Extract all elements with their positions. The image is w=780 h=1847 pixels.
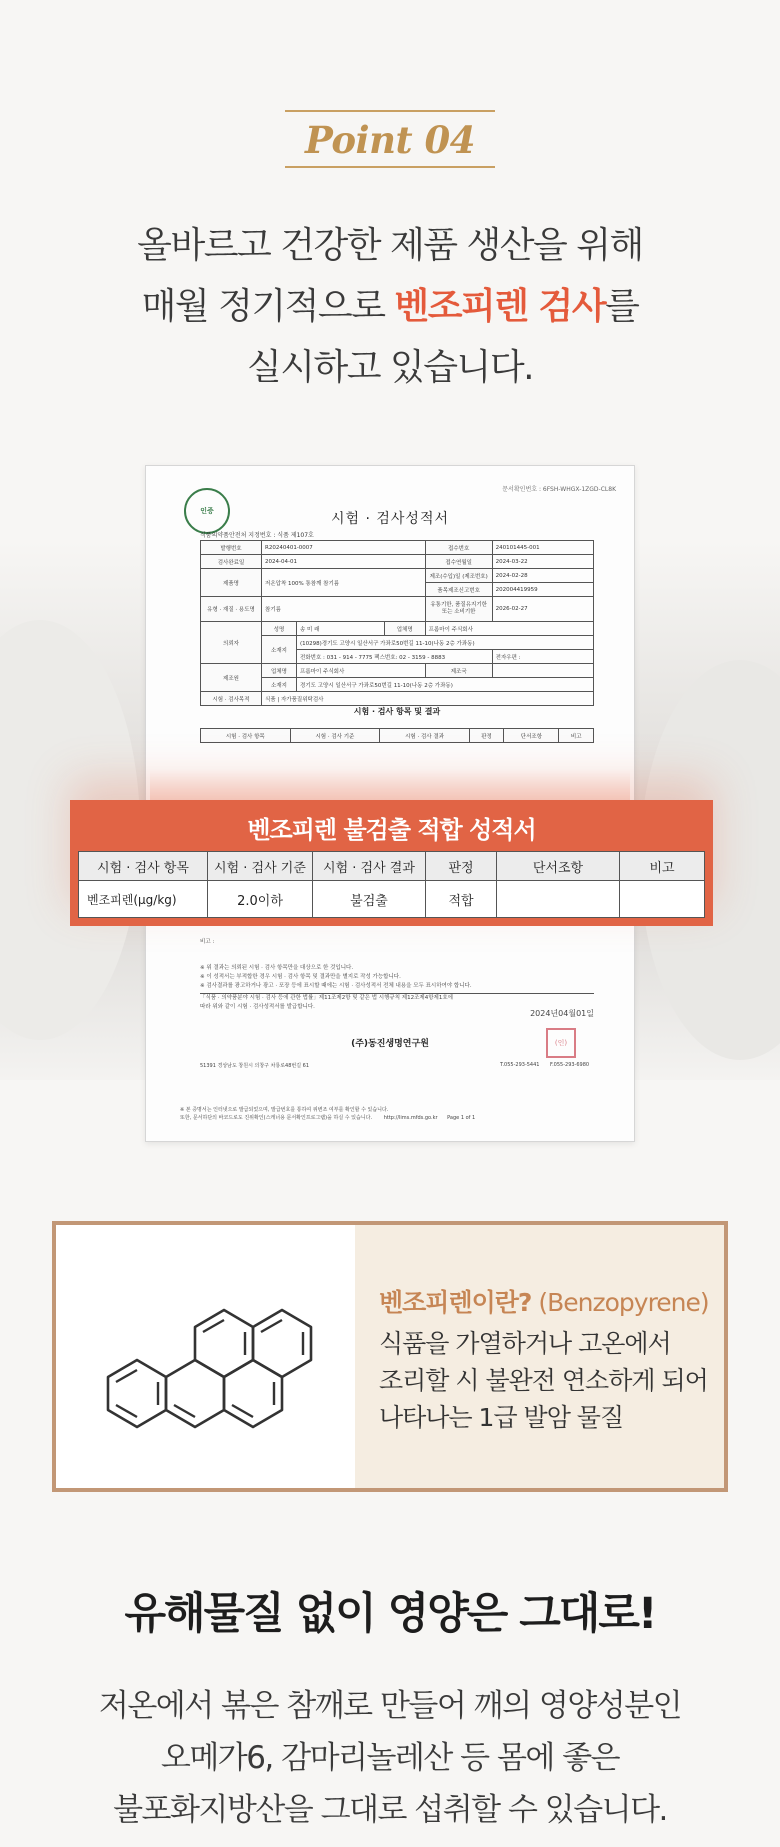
certificate-footer [180, 1106, 600, 1122]
cell: 경기도 고양시 일산서구 가좌로50번길 11-10(나동 2층 가좌동) [297, 678, 594, 692]
note-line: 따라 위와 같이 시험 · 검사성적서를 발급합니다. [200, 1004, 315, 1010]
intro-highlight: 벤조피렌 검사 [394, 286, 606, 327]
cell: 식품 | 자가품질위탁검사 [262, 692, 594, 706]
cell: 유통기한, 품질유지기한 또는 소비기한 [425, 597, 492, 622]
intro-line-2 [0, 276, 780, 337]
point-badge [0, 110, 780, 168]
benzopyrene-info-box [52, 1221, 728, 1492]
cell: 2024-03-22 [492, 555, 593, 569]
cell: 접수번호 [425, 541, 492, 555]
table-header-row [79, 852, 705, 881]
cell: 의뢰자 [201, 622, 262, 664]
closing-line: 불포화지방산을 그대로 섭취할 수 있습니다. [113, 1792, 667, 1828]
page-number: Page 1 of 1 [447, 1115, 476, 1121]
issue-date: 2024년04월01일 [530, 1009, 594, 1018]
cell [492, 664, 593, 678]
column-header: 시험 · 검사 기준 [208, 852, 313, 881]
cell: 제조국 [425, 664, 492, 678]
issuer-name: (주)동진생명연구원 [351, 1039, 429, 1049]
intro-line-3: 실시하고 있습니다. [246, 347, 534, 388]
info-line: 조리할 시 불완전 연소하게 되어 [379, 1366, 708, 1395]
cell: 소재지 [262, 636, 297, 664]
test-item: 벤조피렌(μg/kg) [79, 881, 208, 918]
remark-label: 비고 : [200, 939, 215, 945]
cell: 비고 [559, 729, 594, 743]
column-header: 판정 [426, 852, 497, 881]
info-title [379, 1283, 709, 1319]
cell: 2024-04-01 [262, 555, 426, 569]
test-result: 불검출 [313, 881, 426, 918]
benzopyrene-molecule-icon [76, 1265, 316, 1445]
cell: 202004419959 [492, 583, 593, 597]
cell: 참기름 [262, 597, 426, 622]
cell: 시험 · 검사 항목 [201, 729, 291, 743]
cell: 전화번호 : 031 - 914 - 7775 팩스번호: 02 - 3159 - 8883 [297, 650, 493, 664]
info-body [379, 1325, 708, 1436]
info-line: 식품을 가열하거나 고온에서 [379, 1329, 671, 1358]
institution-line: 식품의약품안전처 지정번호 : 식품 제107호 [200, 532, 314, 539]
results-heading: 시험 · 검사 항목 및 결과 [353, 707, 441, 716]
cell: 유형 · 재질 · 용도명 [201, 597, 262, 622]
issuer-tel: T.055-293-5441 [500, 1062, 540, 1068]
stamp-icon: (인) [546, 1028, 576, 1058]
cell: 시험 · 검사 기준 [290, 729, 380, 743]
cell: 저온압착 100% 통참깨 참기름 [262, 569, 426, 597]
cell: 업체명 [384, 622, 425, 636]
intro-line-1: 올바르고 건강한 제품 생산을 위해 [137, 225, 643, 266]
cell: 단서조항 [504, 729, 559, 743]
info-title-en: (Benzopyrene) [531, 1288, 709, 1317]
issuer-address-line [200, 1062, 594, 1069]
cell: 업체명 [262, 664, 297, 678]
footer-line: ※ 본 증명서는 인터넷으로 발급되었으며, 발급번호를 통하여 위변조 여부를 확인할 수 있습니다. [180, 1107, 389, 1113]
cell: 발행번호 [201, 541, 262, 555]
notes [200, 964, 594, 1012]
cell: 판정 [469, 729, 503, 743]
cell: 시험 · 검사목적 [201, 692, 262, 706]
info-text-panel [355, 1225, 724, 1488]
footer-url: http://lims.mfds.go.kr [383, 1115, 438, 1121]
document-number: 문서확인번호 : 6FSH-WHGX-1ZGD-CL8K [502, 486, 616, 493]
point-badge-frame [285, 110, 495, 168]
remarks [620, 881, 705, 918]
cell: 2024-02-28 [492, 569, 593, 583]
result-banner [70, 800, 713, 926]
cell: (10298)경기도 고양시 일산서구 가좌로50번길 11-10(나동 2층 가좌동) [297, 636, 594, 650]
cell: 제품명 [201, 569, 262, 597]
info-line: 나타나는 1급 발암 물질 [379, 1403, 624, 1432]
cell: 프롬마이 주식회사 [297, 664, 426, 678]
closing-line: 오메가6, 감마리놀레산 등 몸에 좋은 [160, 1740, 620, 1776]
closing-line: 저온에서 볶은 참깨로 만들어 깨의 영양성분인 [98, 1688, 682, 1724]
cell: 소재지 [262, 678, 297, 692]
banner-title: 벤조피렌 불검출 적합 성적서 [247, 816, 536, 844]
certificate-info-table [200, 540, 594, 706]
column-header: 단서조항 [497, 852, 620, 881]
test-standard: 2.0이하 [208, 881, 313, 918]
certification-seal-icon: 인증 [184, 488, 230, 534]
proviso [497, 881, 620, 918]
cell: 품목제조신고번호 [425, 583, 492, 597]
issuer-fax: F.055-293-6980 [550, 1062, 590, 1068]
footer-line-2 [180, 1114, 600, 1122]
cell: 2026-02-27 [492, 597, 593, 622]
closing-text [0, 1680, 780, 1836]
intro-text [0, 215, 780, 398]
cell: 프롬마이 주식회사 [425, 622, 593, 636]
table-row [79, 881, 705, 918]
cell: 시험 · 검사 결과 [380, 729, 470, 743]
note-line: ※ 위 결과는 의뢰된 시험 · 검사 항목만을 대상으로 한 것입니다. [200, 965, 354, 971]
results-header-table [200, 728, 594, 743]
column-header: 시험 · 검사 항목 [79, 852, 208, 881]
column-header: 시험 · 검사 결과 [313, 852, 426, 881]
cell: 송 미 래 [297, 622, 385, 636]
intro-line-2-pre: 매월 정기적으로 [141, 286, 395, 327]
point-label: Point 04 [305, 118, 475, 162]
cell: 전자우편 : [492, 650, 593, 664]
cell: 240101445-001 [492, 541, 593, 555]
intro-line-2-post: 를 [605, 286, 639, 327]
column-header: 비고 [620, 852, 705, 881]
note-line: ※ 검사결과를 광고하거나 광고 · 포장 등에 표시할 때에는 시험 · 검사성적서 전체 내용을 모두 표시하여야 합니다. [200, 983, 472, 989]
cell: R20240401-0007 [262, 541, 426, 555]
cell: 성명 [262, 622, 297, 636]
closing-headline: 유해물질 없이 영양은 그대로! [124, 1589, 656, 1639]
result-table [78, 851, 705, 918]
footer-text: 또한, 문서하단의 바코드로도 진위확인(스캐너용 문서확인프로그램)을 하실 수 있습니다. [180, 1115, 373, 1121]
cell: 제조원 [201, 664, 262, 692]
issuer-address: 51391 경상남도 창원시 의창구 차룡로48번길 61 [200, 1063, 310, 1069]
note-line: ※ 이 성적서는 부적합한 경우 시험 · 검사 항목 및 결과만을 별지로 작성 가능합니다. [200, 974, 401, 980]
cell: 제조(수입)일 (제조번호) [425, 569, 492, 583]
info-title-ko: 벤조피렌이란? [379, 1288, 532, 1317]
cell: 검사완료일 [201, 555, 262, 569]
test-judgment: 적합 [426, 881, 497, 918]
certificate-title: 시험 · 검사성적서 [330, 511, 450, 527]
note-line: 「식품 · 의약품분야 시험 · 검사 등에 관한 법률」제11조제2항 및 같은 법 시행규칙 제12조제4항제1호에 [200, 993, 594, 1003]
cell: 접수연월일 [425, 555, 492, 569]
